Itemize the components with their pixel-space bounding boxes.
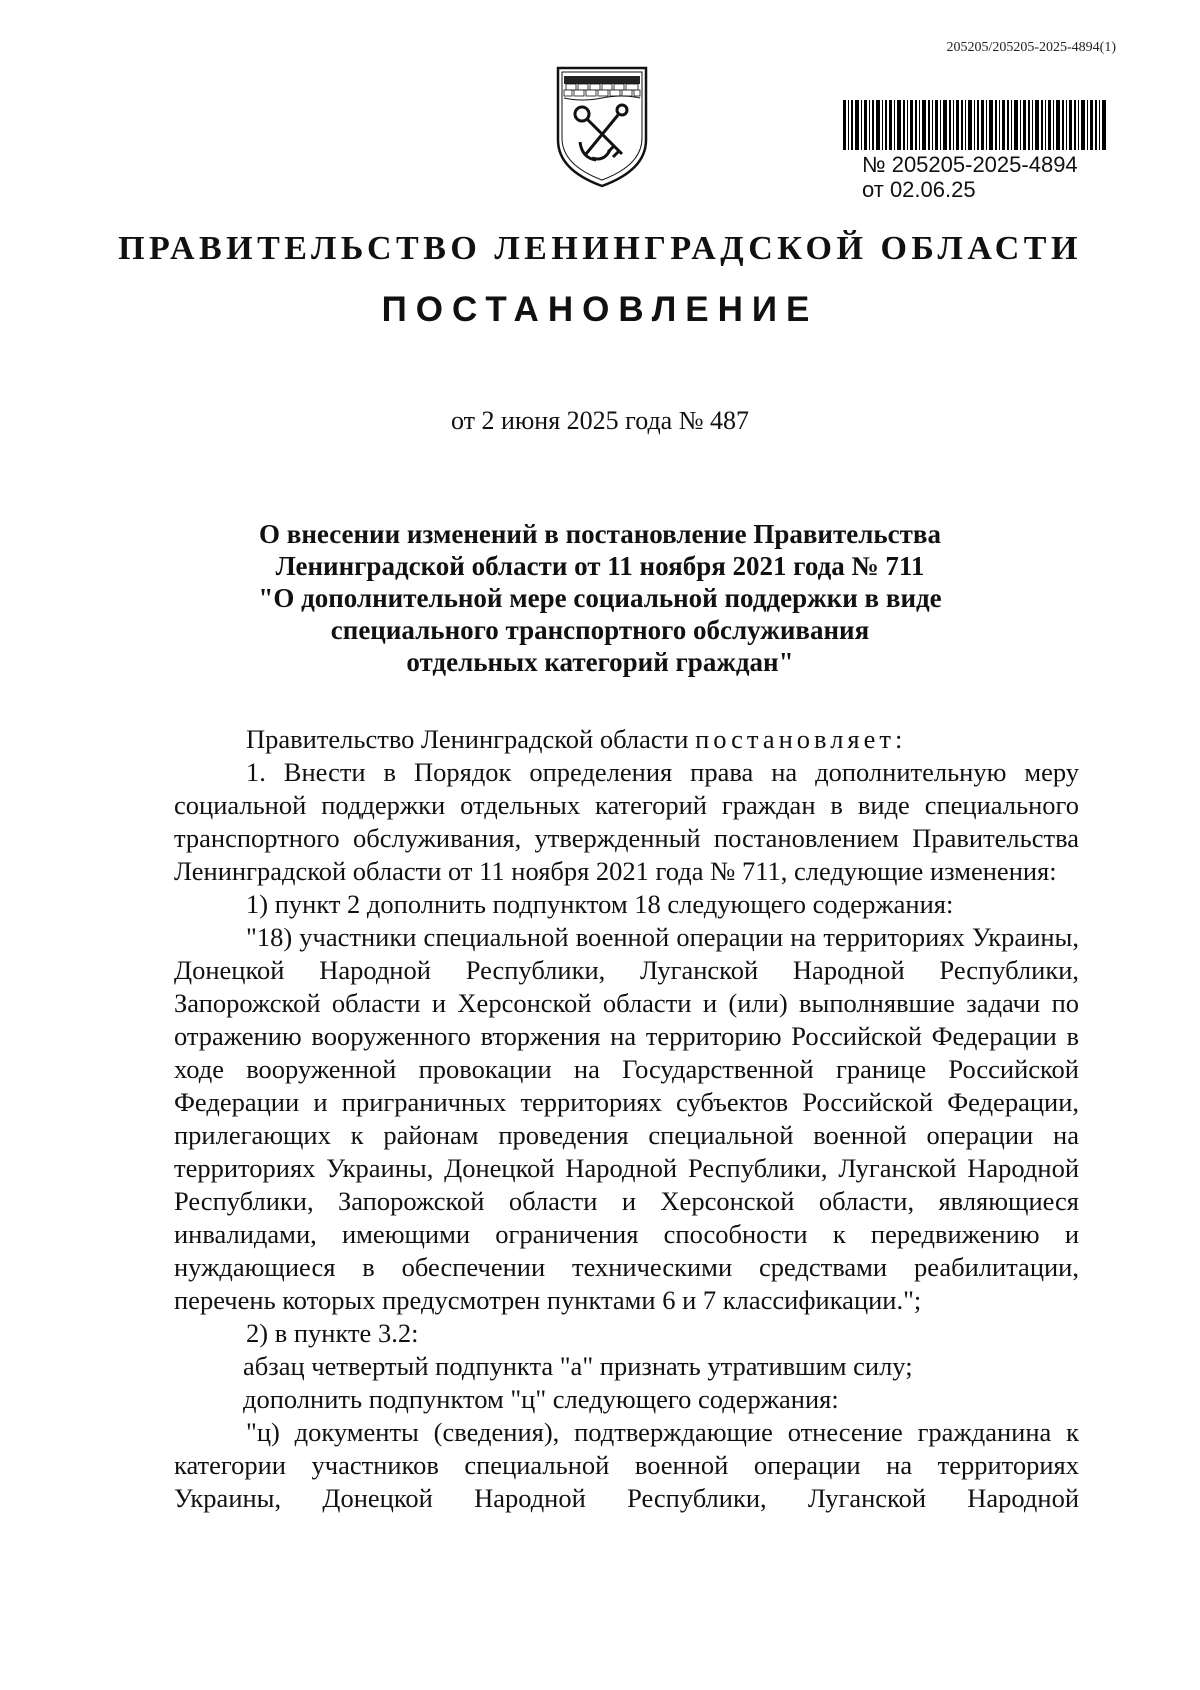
paragraph-subitem-1: 1) пункт 2 дополнить подпунктом 18 следующего содержания: <box>246 889 954 919</box>
preamble-subject: Правительство Ленинградской области <box>246 724 689 754</box>
paragraph-subitem-2: 2) в пункте 3.2: <box>246 1318 419 1348</box>
heading-line: Ленинградской области от 11 ноября 2021 года № 711 <box>275 551 925 581</box>
registration-number: № 205205-2025-4894 <box>862 152 1078 177</box>
paragraph-item-1: 1. Внести в Порядок определения права на дополнительную меру социальной поддержки отдельных категорий граждан в виде специального транспортного обслуживания, утвержденный постановлением Правительства Ленинградской области от 11 ноября 2021 года № 711, следующие изменения: <box>174 757 1079 886</box>
document-heading <box>200 518 1000 678</box>
preamble <box>174 723 1079 756</box>
top-reference-number: 205205/205205-2025-4894(1) <box>946 40 1116 55</box>
document-body <box>174 723 1079 1515</box>
heading-line: "О дополнительной мере социальной поддержки в виде <box>258 583 942 613</box>
paragraph-subitem-ts-text: "ц) документы (сведения), подтверждающие отнесение гражданина к категории участников специальной военной операции на территориях Украины, Донецкой Народной Республики, Луганской Народной <box>174 1417 1079 1513</box>
heading-line: отдельных категорий граждан" <box>406 647 794 677</box>
leningrad-oblast-coat-of-arms-icon <box>552 62 652 192</box>
paragraph-abzats: абзац четвертый подпункта "а" признать утратившим силу; <box>243 1351 913 1381</box>
paragraph-dopolnit: дополнить подпунктом "ц" следующего содержания: <box>243 1384 839 1414</box>
preamble-verb: постановляет: <box>695 724 907 754</box>
registration-date: от 02.06.25 <box>862 177 976 202</box>
heading-line: специального транспортного обслуживания <box>330 615 870 645</box>
registration-block <box>862 152 1078 202</box>
paragraph-subitem-18-text: "18) участники специальной военной операции на территориях Украины, Донецкой Народной Республики, Луганской Народной Республики, Запорожской области и Херсонской области и (или) выполнявшие задачи по отражению вооруженного вторжения на территорию Российской Федерации в ходе вооруженной провокации на Государственной границе Российской Федерации и приграничных территориях субъектов Российской Федерации, прилегающих к районам проведения специальной военной операции на территориях Украины, Донецкой Народной Республики, Луганской Народной Республики, Запорожской области и Херсонской области, являющиеся инвалидами, имеющими ограничения способности к передвижению и нуждающиеся в обеспечении техническими средствами реабилитации, перечень которых предусмотрен пунктами 6 и 7 классификации."; <box>174 922 1079 1315</box>
document-type: ПОСТАНОВЛЕНИЕ <box>381 290 819 329</box>
document-date-number: от 2 июня 2025 года № 487 <box>450 406 750 435</box>
barcode-icon <box>843 100 1106 150</box>
government-title: ПРАВИТЕЛЬСТВО ЛЕНИНГРАДСКОЙ ОБЛАСТИ <box>118 230 1082 267</box>
heading-line: О внесении изменений в постановление Правительства <box>259 519 941 549</box>
